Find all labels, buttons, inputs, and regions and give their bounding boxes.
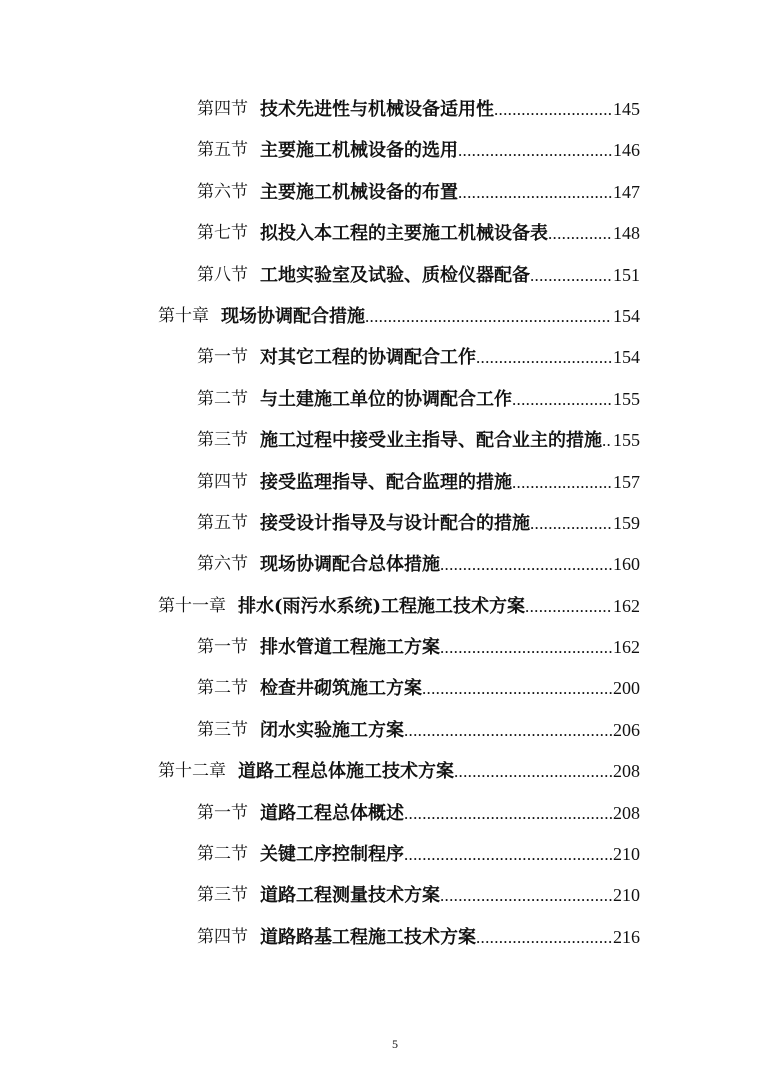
toc-entry-title: 拟投入本工程的主要施工机械设备表 [260, 223, 548, 245]
toc-entry-title: 闭水实验施工方案 [260, 719, 404, 741]
toc-entry-title: 道路路基工程施工技术方案 [260, 926, 476, 948]
toc-entry-label: 第一节 [197, 637, 248, 658]
toc-entry-title: 现场协调配合措施 [221, 305, 365, 327]
toc-entry-label: 第八节 [197, 264, 248, 285]
toc-entry-title: 对其它工程的协调配合工作 [260, 347, 476, 369]
toc-chapter-entry [158, 751, 640, 792]
toc-section-entry [158, 462, 640, 503]
dot-leader [548, 213, 612, 254]
dot-leader [440, 627, 612, 668]
toc-entry-page-number: 159 [613, 512, 640, 533]
toc-entry-page-number: 208 [613, 761, 640, 782]
toc-section-entry [158, 793, 640, 834]
toc-chapter-entry [158, 296, 640, 337]
toc-entry-label: 第四节 [197, 99, 248, 119]
toc-section-entry [158, 627, 640, 668]
toc-entry-label: 第四节 [197, 926, 248, 947]
toc-entry-label: 第一节 [197, 802, 248, 823]
dot-leader [458, 172, 612, 213]
toc-section-entry [158, 420, 640, 461]
toc-entry-page-number: 145 [613, 99, 640, 119]
toc-entry-label: 第十章 [158, 305, 209, 326]
dot-leader [440, 544, 612, 585]
toc-entry-label: 第二节 [197, 844, 248, 865]
toc-entry-label: 第六节 [197, 181, 248, 202]
toc-entry-title: 主要施工机械设备的选用 [260, 140, 458, 162]
dot-leader [512, 462, 612, 503]
toc-section-entry [158, 172, 640, 213]
dot-leader [494, 89, 612, 130]
dot-leader [525, 586, 612, 627]
toc-entry-page-number: 157 [613, 471, 640, 492]
toc-entry-page-number: 216 [613, 926, 640, 947]
toc-entry-title: 接受监理指导、配合监理的措施 [260, 471, 512, 493]
toc-entry-title: 主要施工机械设备的布置 [260, 181, 458, 203]
toc-section-entry [158, 255, 640, 296]
dot-leader [476, 337, 612, 378]
dot-leader [530, 503, 612, 544]
toc-entry-page-number: 151 [613, 264, 640, 285]
toc-entry-page-number: 200 [613, 678, 640, 699]
toc-entry-page-number: 210 [613, 844, 640, 865]
toc-entry-label: 第七节 [197, 223, 248, 244]
toc-entry-label: 第二节 [197, 678, 248, 699]
toc-entry-page-number: 154 [613, 305, 640, 326]
toc-section-entry [158, 544, 640, 585]
toc-entry-title: 道路工程总体概述 [260, 802, 404, 824]
toc-entry-page-number: 146 [613, 140, 640, 161]
toc-entry-label: 第二节 [197, 388, 248, 409]
dot-leader [404, 793, 612, 834]
toc-entry-page-number: 206 [613, 719, 640, 740]
toc-entry-label: 第三节 [197, 719, 248, 740]
toc-entry-label: 第一节 [197, 347, 248, 368]
dot-leader [458, 130, 612, 171]
toc-section-entry [158, 89, 640, 130]
page-number: 5 [392, 1037, 398, 1051]
toc-entry-label: 第三节 [197, 885, 248, 906]
toc-entry-label: 第四节 [197, 471, 248, 492]
toc-section-entry [158, 213, 640, 254]
toc-section-entry [158, 503, 640, 544]
toc-entry-label: 第三节 [197, 430, 248, 451]
toc-section-entry [158, 834, 640, 875]
toc-entry-label: 第五节 [197, 140, 248, 161]
toc-entry-title: 关键工序控制程序 [260, 844, 404, 866]
dot-leader [422, 668, 612, 709]
toc-entry-label: 第十一章 [158, 595, 226, 616]
toc-entry-title: 施工过程中接受业主指导、配合业主的措施 [260, 430, 602, 452]
toc-entry-label: 第十二章 [158, 761, 226, 782]
toc-entry-page-number: 147 [613, 181, 640, 202]
dot-leader [440, 875, 612, 916]
dot-leader [476, 917, 612, 958]
toc-entry-page-number: 154 [613, 347, 640, 368]
toc-entry-page-number: 208 [613, 802, 640, 823]
dot-leader [404, 710, 612, 751]
dot-leader [530, 255, 612, 296]
dot-leader [404, 834, 612, 875]
toc-entry-title: 道路工程测量技术方案 [260, 885, 440, 907]
table-of-contents [158, 89, 640, 958]
toc-entry-title: 排水管道工程施工方案 [260, 637, 440, 659]
toc-entry-label: 第六节 [197, 554, 248, 575]
toc-entry-page-number: 162 [613, 637, 640, 658]
toc-entry-title: 技术先进性与机械设备适用性 [260, 99, 494, 120]
toc-section-entry [158, 130, 640, 171]
toc-entry-title: 现场协调配合总体措施 [260, 554, 440, 576]
toc-entry-title: 接受设计指导及与设计配合的措施 [260, 512, 530, 534]
dot-leader [365, 296, 612, 337]
dot-leader [512, 379, 612, 420]
toc-section-entry [158, 379, 640, 420]
toc-entry-label: 第五节 [197, 512, 248, 533]
toc-entry-page-number: 162 [613, 595, 640, 616]
toc-entry-title: 与土建施工单位的协调配合工作 [260, 388, 512, 410]
toc-section-entry [158, 668, 640, 709]
toc-entry-page-number: 148 [613, 223, 640, 244]
toc-section-entry [158, 710, 640, 751]
toc-section-entry [158, 337, 640, 378]
toc-entry-title: 排水(雨污水系统)工程施工技术方案 [238, 595, 526, 617]
toc-section-entry [158, 875, 640, 916]
toc-entry-page-number: 155 [613, 388, 640, 409]
toc-chapter-entry [158, 586, 640, 627]
dot-leader [454, 751, 612, 792]
dot-leader [602, 420, 612, 461]
toc-section-entry [158, 917, 640, 958]
toc-entry-title: 工地实验室及试验、质检仪器配备 [260, 264, 530, 286]
toc-entry-page-number: 160 [613, 554, 640, 575]
toc-entry-title: 检查井砌筑施工方案 [260, 678, 422, 700]
toc-entry-page-number: 210 [613, 885, 640, 906]
toc-entry-page-number: 155 [613, 430, 640, 451]
toc-entry-title: 道路工程总体施工技术方案 [238, 761, 454, 783]
